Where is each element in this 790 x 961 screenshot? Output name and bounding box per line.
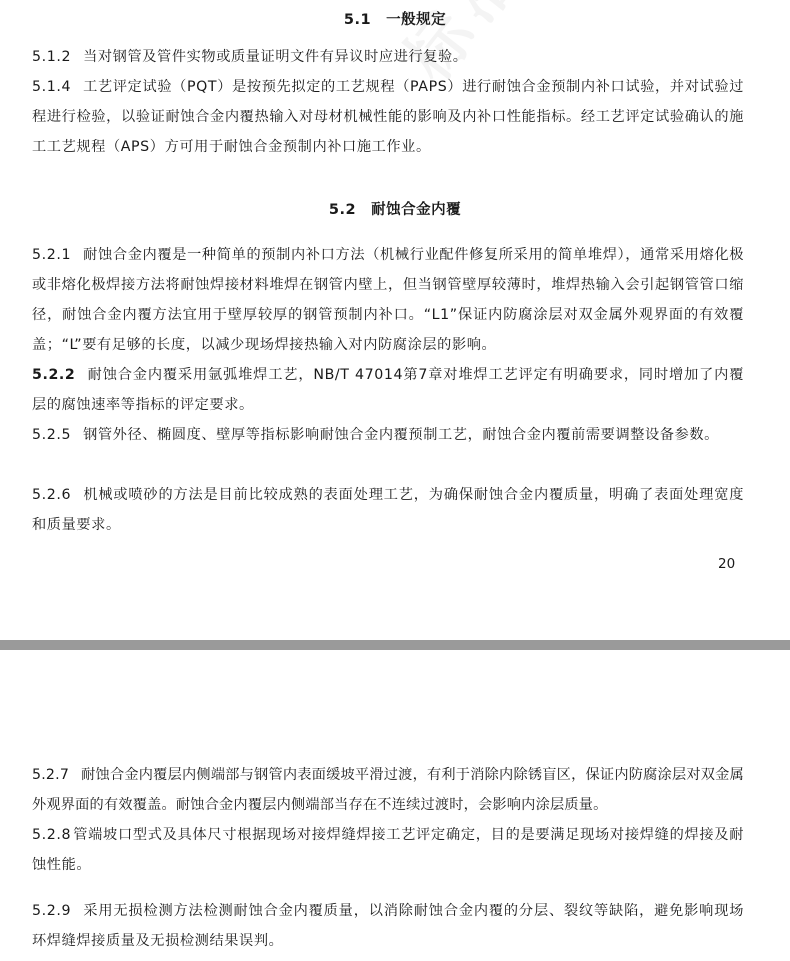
clause-number: 5.2.6	[32, 487, 72, 503]
clause-5-1-4	[32, 72, 744, 162]
clause-text: 耐蚀合金内覆层内侧端部与钢管内表面缓坡平滑过渡，有利于消除内除锈盲区，保证内防腐涂层对双金属外观界面的有效覆盖。耐蚀合金内覆层内侧端部当存在不连续过渡时，会影响内涂层质量。	[32, 767, 744, 813]
clause-5-2-2	[32, 360, 744, 420]
clause-number: 5.2.9	[32, 903, 72, 919]
clause-text: 耐蚀合金内覆是一种简单的预制内补口方法（机械行业配件修复所采用的简单堆焊），通常采用熔化极或非熔化极焊接方法将耐蚀焊接材料堆焊在钢管内壁上，但当钢管壁厚较薄时，堆焊热输入会引起钢管管口缩径，耐蚀合金内覆方法宜用于壁厚较厚的钢管预制内补口。“L1”保证内防腐涂层对双金属外观界面的有效覆盖；“L”要有足够的长度，以减少现场焊接热输入对内防腐涂层的影响。	[32, 247, 744, 353]
page-separator	[0, 640, 790, 650]
clause-5-1-2	[32, 42, 744, 72]
document-page-2	[0, 650, 790, 961]
clause-number: 5.1.4	[32, 79, 72, 95]
clause-text: 工艺评定试验（PQT）是按预先拟定的工艺规程（PAPS）进行耐蚀合金预制内补口试验，并对试验过程进行检验，以验证耐蚀合金内覆热输入对母材机械性能的影响及内补口性能指标。经工艺评定试验确认的施工工艺规程（APS）方可用于耐蚀合金预制内补口施工作业。	[32, 79, 744, 155]
section-heading-5-2: 5.2 耐蚀合金内覆	[328, 202, 462, 218]
clause-5-2-7	[32, 760, 744, 820]
clause-text: 采用无损检测方法检测耐蚀合金内覆质量，以消除耐蚀合金内覆的分层、裂纹等缺陷，避免影响现场环焊缝焊接质量及无损检测结果误判。	[32, 903, 744, 949]
clause-5-2-9	[32, 896, 744, 956]
clause-text: 机械或喷砂的方法是目前比较成熟的表面处理工艺，为确保耐蚀合金内覆质量，明确了表面处理宽度和质量要求。	[32, 487, 744, 533]
clause-5-2-8	[32, 820, 744, 880]
section-heading-5-1: 5.1 一般规定	[343, 12, 447, 28]
clause-number: 5.2.2	[32, 367, 76, 383]
page-number: 20	[718, 556, 736, 572]
clause-number: 5.2.7	[32, 767, 70, 783]
clause-number: 5.2.5	[32, 427, 72, 443]
clause-5-2-6	[32, 480, 744, 540]
clause-number: 5.1.2	[32, 49, 72, 65]
clause-text: 当对钢管及管件实物或质量证明文件有异议时应进行复验。	[83, 49, 468, 65]
clause-text: 耐蚀合金内覆采用氩弧堆焊工艺，NB/T 47014第7章对堆焊工艺评定有明确要求，同时增加了内覆层的腐蚀速率等指标的评定要求。	[32, 367, 744, 413]
clause-5-2-5	[32, 420, 744, 450]
clause-number: 5.2.1	[32, 247, 72, 263]
clause-text: 钢管外径、椭圆度、壁厚等指标影响耐蚀合金内覆预制工艺，耐蚀合金内覆前需要调整设备参数。	[83, 427, 719, 443]
clause-number: 5.2.8	[32, 827, 72, 843]
clause-text: 管端坡口型式及具体尺寸根据现场对接焊缝焊接工艺评定确定，目的是要满足现场对接焊缝的焊接及耐蚀性能。	[32, 827, 744, 873]
clause-5-2-1	[32, 240, 744, 360]
